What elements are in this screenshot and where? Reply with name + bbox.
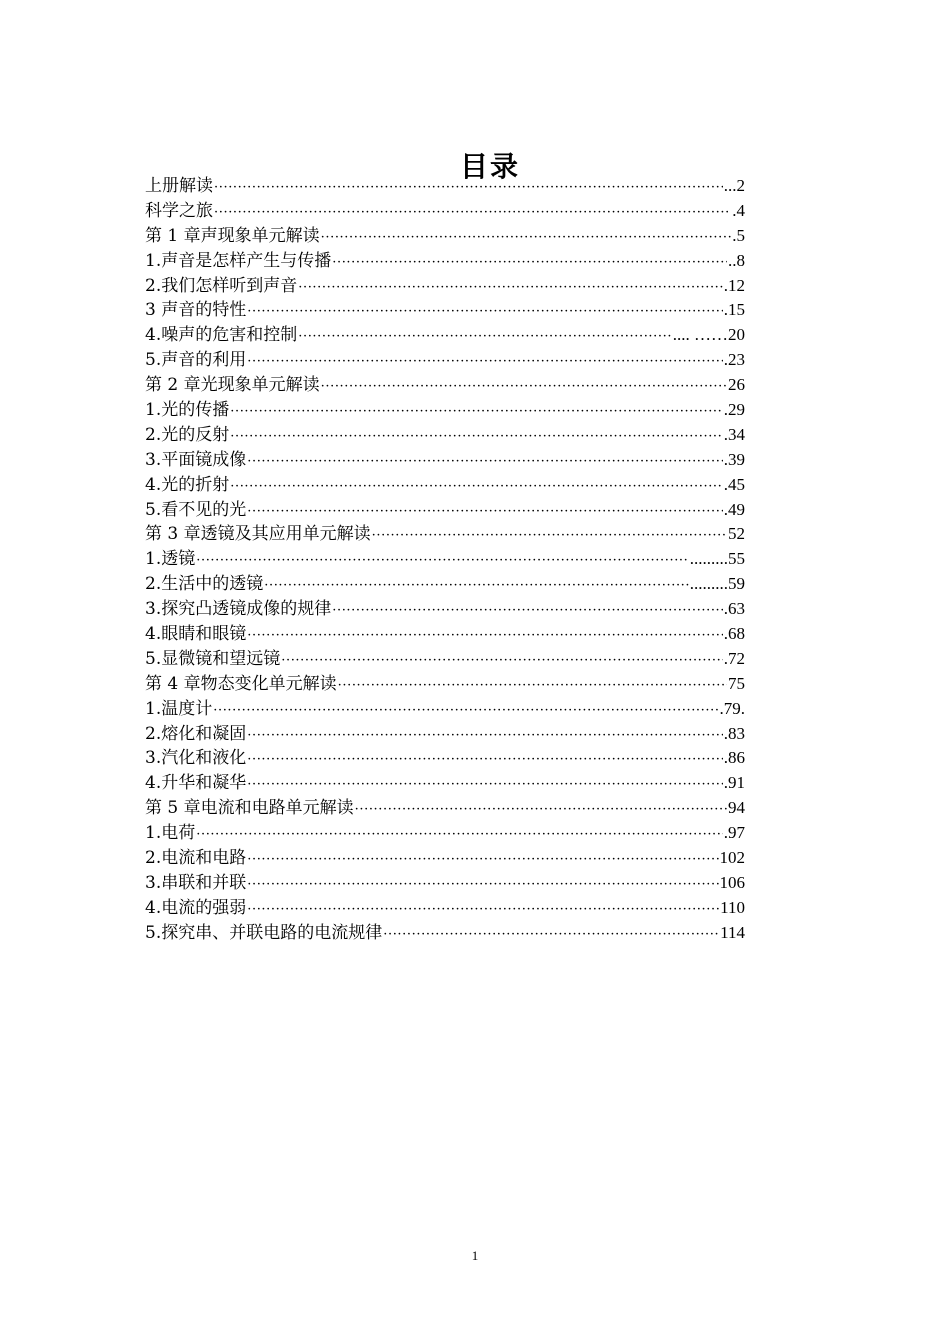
toc-entry-page-number: .........59	[689, 574, 745, 594]
toc-dot-leader	[383, 923, 719, 948]
toc-entry[interactable]	[145, 597, 745, 622]
toc-entry-label: 1.温度计	[145, 698, 213, 719]
toc-dot-leader	[213, 699, 718, 724]
toc-entry-page-number: .12	[723, 275, 745, 295]
toc-entry-page-number: .91	[723, 773, 745, 793]
toc-dot-leader	[321, 226, 732, 251]
toc-entry-page-number: .79.	[719, 698, 745, 718]
toc-dot-leader	[230, 475, 723, 500]
toc-entry-page-number: .23	[723, 350, 745, 370]
toc-entry-page-number: .45	[723, 474, 745, 494]
toc-entry-label: 3.汽化和液化	[145, 748, 247, 769]
toc-entry-label: 1.声音是怎样产生与传播	[145, 250, 332, 271]
toc-entry-label: 科学之旅	[145, 200, 213, 221]
toc-dot-leader	[264, 574, 689, 599]
toc-entry[interactable]	[145, 498, 745, 523]
toc-dot-leader	[196, 549, 689, 574]
toc-entry[interactable]	[145, 423, 745, 448]
toc-dot-leader	[214, 176, 723, 201]
toc-entry-label: 2.熔化和凝固	[145, 723, 247, 744]
toc-dot-leader	[332, 599, 723, 624]
toc-entry[interactable]	[145, 174, 745, 199]
toc-dot-leader	[247, 300, 723, 325]
toc-entry-page-number: 110	[720, 897, 745, 917]
toc-entry[interactable]	[145, 771, 745, 796]
toc-entry-label: 第 3 章透镜及其应用单元解读	[145, 524, 371, 545]
toc-entry-page-number: .63	[723, 599, 745, 619]
toc-entry-page-number: 75	[728, 673, 745, 693]
toc-entry-label: 4.眼睛和眼镜	[145, 624, 247, 645]
toc-entry-page-number: .... ……20	[672, 325, 745, 345]
toc-entry-label: 4.电流的强弱	[145, 897, 247, 918]
toc-entry-page-number: .........55	[689, 549, 745, 569]
toc-entry[interactable]	[145, 274, 745, 299]
toc-dot-leader	[247, 848, 718, 873]
toc-entry-page-number: .39	[723, 449, 745, 469]
toc-dot-leader	[247, 873, 718, 898]
toc-entry-page-number: .83	[723, 723, 745, 743]
toc-entry[interactable]	[145, 448, 745, 473]
toc-entry[interactable]	[145, 473, 745, 498]
toc-dot-leader	[298, 325, 672, 350]
table-of-contents	[145, 174, 745, 946]
toc-entry-label: 5.看不见的光	[145, 499, 247, 520]
toc-entry[interactable]	[145, 871, 745, 896]
toc-entry-page-number: 26	[728, 375, 745, 395]
toc-entry[interactable]	[145, 224, 745, 249]
toc-entry-label: 4.噪声的危害和控制	[145, 325, 298, 346]
toc-dot-leader	[281, 649, 723, 674]
toc-entry-page-number: 114	[720, 922, 745, 942]
toc-entry-label: 1.光的传播	[145, 400, 230, 421]
toc-entry-label: 3.平面镜成像	[145, 449, 247, 470]
toc-entry[interactable]	[145, 722, 745, 747]
toc-entry-label: 1.电荷	[145, 823, 196, 844]
toc-entry[interactable]	[145, 647, 745, 672]
toc-entry-label: 3.探究凸透镜成像的规律	[145, 599, 332, 620]
toc-entry[interactable]	[145, 896, 745, 921]
toc-entry-label: 5.显微镜和望远镜	[145, 648, 281, 669]
toc-dot-leader	[247, 773, 723, 798]
toc-dot-leader	[321, 375, 727, 400]
toc-entry-label: 3.串联和并联	[145, 872, 247, 893]
toc-dot-leader	[230, 400, 723, 425]
toc-dot-leader	[247, 898, 719, 923]
toc-entry-page-number: 52	[728, 524, 745, 544]
toc-entry-page-number: .49	[723, 499, 745, 519]
toc-entry-page-number: .68	[723, 624, 745, 644]
toc-entry[interactable]	[145, 846, 745, 871]
toc-entry[interactable]	[145, 199, 745, 224]
toc-entry[interactable]	[145, 348, 745, 373]
toc-entry-label: 2.光的反射	[145, 424, 230, 445]
toc-dot-leader	[355, 798, 727, 823]
toc-entry-page-number: ...2	[723, 176, 745, 195]
toc-dot-leader	[230, 425, 723, 450]
toc-entry-label: 2.生活中的透镜	[145, 574, 264, 595]
toc-entry[interactable]	[145, 522, 745, 547]
toc-entry-page-number: 102	[719, 848, 745, 868]
toc-entry-label: 第 5 章电流和电路单元解读	[145, 798, 354, 819]
toc-dot-leader	[247, 500, 723, 525]
toc-dot-leader	[247, 748, 723, 773]
toc-dot-leader	[332, 251, 727, 276]
toc-entry[interactable]	[145, 697, 745, 722]
toc-entry-page-number: .4	[732, 200, 745, 220]
toc-entry-label: 4.升华和凝华	[145, 773, 247, 794]
toc-entry-page-number: .97	[723, 823, 745, 843]
toc-entry-label: 1.透镜	[145, 549, 196, 570]
toc-entry[interactable]	[145, 921, 745, 946]
toc-entry[interactable]	[145, 572, 745, 597]
toc-dot-leader	[247, 350, 723, 375]
toc-entry[interactable]	[145, 746, 745, 771]
toc-entry-page-number: .5	[732, 225, 745, 245]
toc-dot-leader	[372, 524, 727, 549]
toc-entry-label: 3 声音的特性	[145, 300, 247, 321]
toc-entry[interactable]	[145, 796, 745, 821]
toc-entry-label: 第 1 章声现象单元解读	[145, 225, 320, 246]
toc-entry-label: 2.我们怎样听到声音	[145, 275, 298, 296]
toc-entry-page-number: .72	[723, 648, 745, 668]
toc-dot-leader	[247, 724, 723, 749]
toc-entry[interactable]	[145, 249, 745, 274]
toc-entry[interactable]	[145, 323, 745, 348]
toc-dot-leader	[247, 450, 723, 475]
toc-entry-label: 5.探究串、并联电路的电流规律	[145, 922, 383, 943]
toc-entry-page-number: 94	[728, 798, 745, 818]
toc-entry-label: 第 4 章物态变化单元解读	[145, 673, 337, 694]
page-title: 目录	[459, 149, 520, 183]
toc-dot-leader	[298, 276, 723, 301]
toc-entry-label: 5.声音的利用	[145, 350, 247, 371]
toc-entry-page-number: .29	[723, 400, 745, 420]
toc-entry[interactable]	[145, 622, 745, 647]
toc-entry-label: 上册解读	[145, 176, 213, 196]
toc-dot-leader	[338, 674, 727, 699]
toc-entry[interactable]	[145, 373, 745, 398]
toc-entry-page-number: .86	[723, 748, 745, 768]
toc-entry[interactable]	[145, 298, 745, 323]
toc-dot-leader	[247, 624, 723, 649]
toc-entry[interactable]	[145, 821, 745, 846]
toc-entry-page-number: .34	[723, 424, 745, 444]
toc-dot-leader	[214, 201, 731, 226]
toc-entry-page-number: 106	[719, 872, 745, 892]
toc-entry[interactable]	[145, 547, 745, 572]
toc-entry-label: 第 2 章光现象单元解读	[145, 375, 320, 396]
toc-entry-label: 2.电流和电路	[145, 848, 247, 869]
page-number: 1	[471, 1248, 479, 1263]
toc-dot-leader	[196, 823, 723, 848]
toc-entry-page-number: .15	[723, 300, 745, 320]
toc-entry[interactable]	[145, 672, 745, 697]
toc-entry-label: 4.光的折射	[145, 474, 230, 495]
toc-entry[interactable]	[145, 398, 745, 423]
toc-entry-page-number: ..8	[728, 250, 745, 270]
